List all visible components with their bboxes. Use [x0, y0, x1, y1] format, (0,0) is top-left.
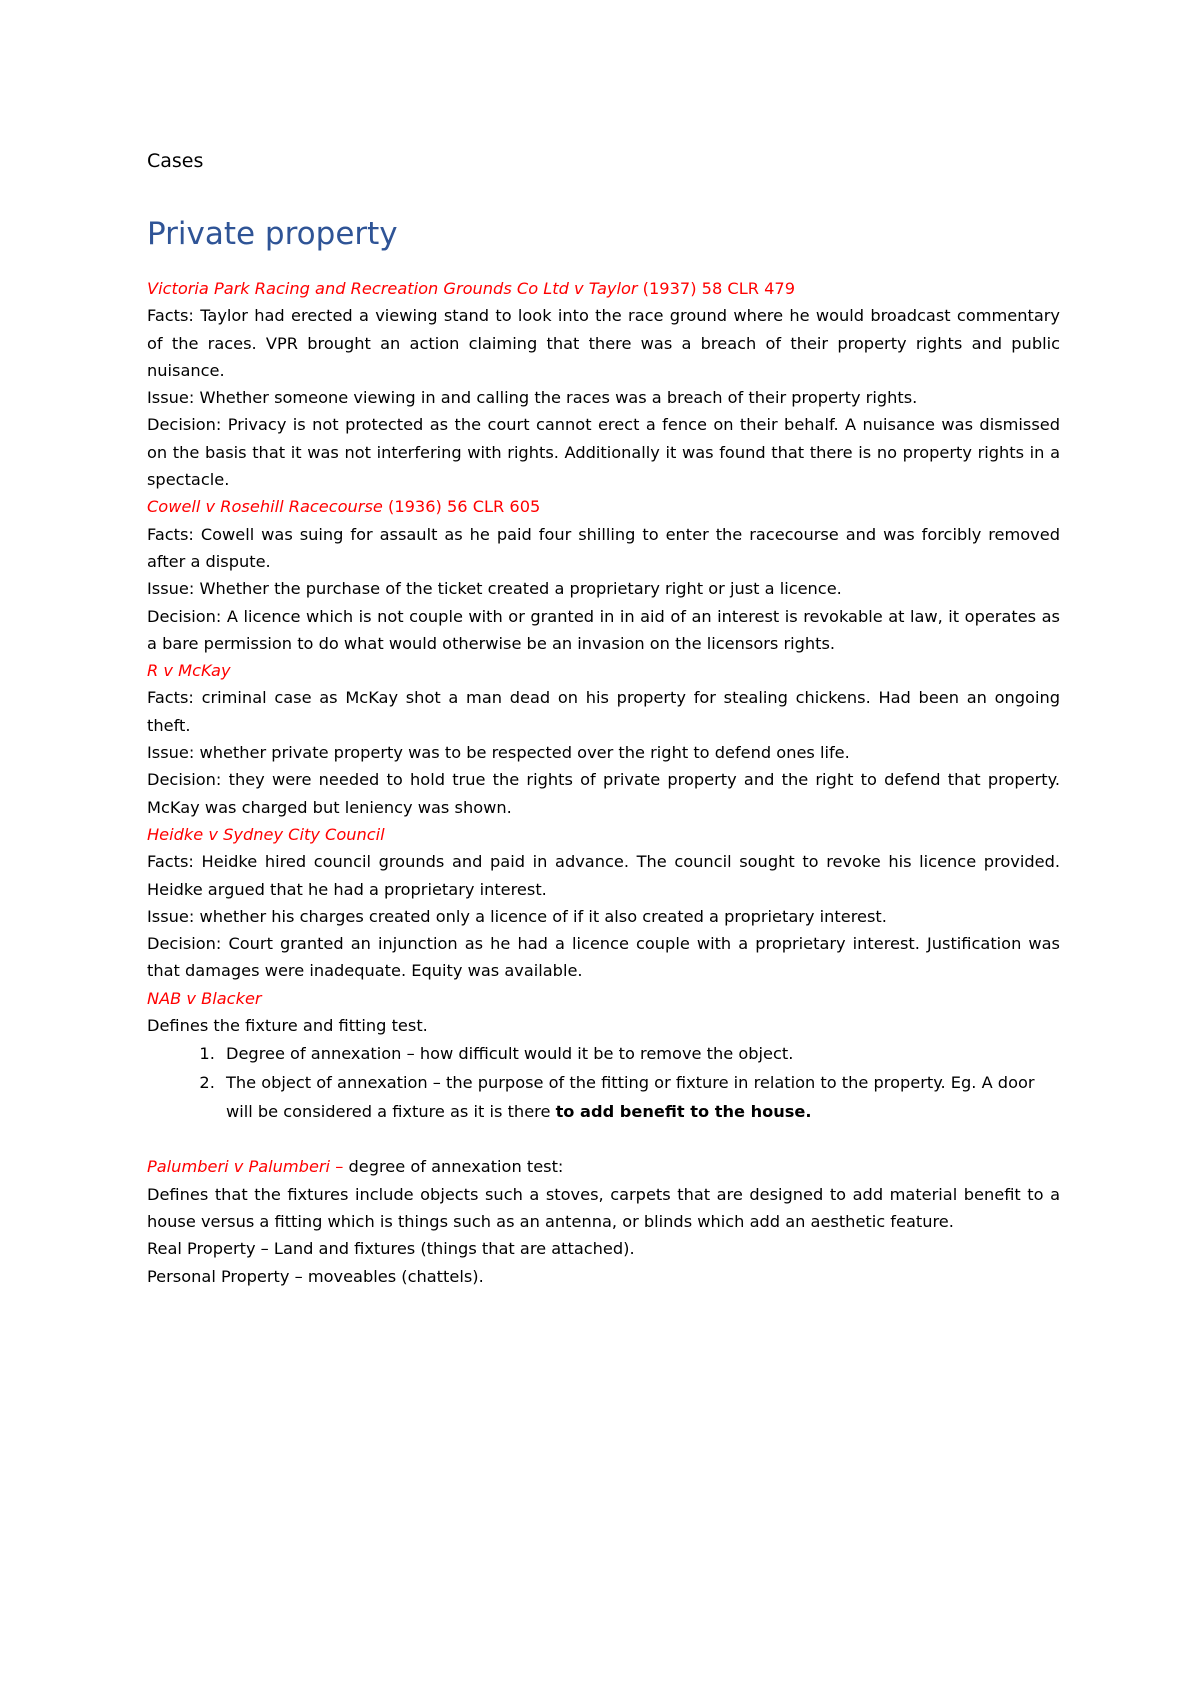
list-item	[220, 1068, 1060, 1126]
case-title: R v McKay	[147, 661, 231, 681]
issue-label: Issue:	[147, 906, 195, 926]
document-title: Cases	[147, 150, 204, 172]
case-heading	[147, 985, 1060, 1012]
section-heading: Private property	[147, 216, 398, 252]
decision-text: they were needed to hold true the rights of private property and the right to defend that property. McKay was charged but leniency was shown.	[147, 770, 1060, 817]
decision-label: Decision:	[147, 770, 222, 790]
real-property-definition: Real Property – Land and fixtures (things that are attached).	[147, 1239, 635, 1259]
list-item-text: The object of annexation – the purpose of the fitting or fixture in relation to the property. Eg. A door will be considered a fixture as it is there	[226, 1073, 1035, 1122]
issue-text: Whether someone viewing in and calling the races was a breach of their property rights.	[194, 388, 918, 408]
case-issue	[147, 384, 1060, 411]
list-item-text: Degree of annexation – how difficult would it be to remove the object.	[226, 1044, 794, 1064]
facts-label: Facts:	[147, 306, 194, 326]
nab-intro: Defines the fixture and fitting test.	[147, 1016, 428, 1036]
case-facts	[147, 848, 1060, 903]
case-citation: (1937) 58 CLR 479	[637, 279, 796, 298]
facts-text: Taylor had erected a viewing stand to look into the race ground where he would broadcast commentary of the races. VPR brought an action claiming that there was a breach of their property rights and public nuisance.	[147, 306, 1060, 380]
palumberi-description: Defines that the fixtures include objects such a stoves, carpets that are designed to add material benefit to a house versus a fitting which is things such as an antenna, or blinds which add an aesthetic feature.	[147, 1184, 1060, 1231]
facts-label: Facts:	[147, 688, 194, 708]
case-decision	[147, 930, 1060, 985]
case-decision	[147, 411, 1060, 493]
decision-text: Privacy is not protected as the court cannot erect a fence on their behalf. A nuisance was dismissed on the basis that it was not interfering with rights. Additionally it was found that there is no property rights in a spectacle.	[147, 415, 1060, 490]
case-facts	[147, 521, 1060, 576]
decision-text: Court granted an injunction as he had a licence couple with a proprietary interest. Justification was that damages were inadequate. Equity was available.	[147, 934, 1060, 981]
decision-text: A licence which is not couple with or granted in in aid of an interest is revokable at law, it operates as a bare permission to do what would otherwise be an invasion on the licensors rights.	[147, 606, 1060, 653]
case-issue	[147, 739, 1060, 766]
case-title: Palumberi v Palumberi	[147, 1157, 331, 1177]
decision-label: Decision:	[147, 934, 222, 954]
facts-text: criminal case as McKay shot a man dead on his property for stealing chickens. Had been an ongoing theft.	[147, 688, 1060, 735]
case-heading	[147, 275, 1060, 302]
issue-label: Issue:	[147, 388, 195, 408]
decision-label: Decision:	[147, 415, 222, 435]
issue-text: Whether the purchase of the ticket created a proprietary right or just a licence.	[194, 579, 842, 599]
document-content	[147, 147, 1060, 1290]
list-item-bold-text: to add benefit to the house.	[555, 1102, 812, 1122]
facts-text: Heidke hired council grounds and paid in advance. The council sought to revoke his licence provided. Heidke argued that he had a proprietary interest.	[147, 852, 1060, 899]
case-facts	[147, 684, 1060, 739]
case-heading	[147, 493, 1060, 520]
list-item	[220, 1039, 1060, 1068]
decision-label: Decision:	[147, 606, 222, 626]
case-title: Cowell v Rosehill Racecourse	[147, 497, 383, 517]
issue-text: whether private property was to be respected over the right to defend ones life.	[194, 743, 850, 763]
case-heading	[147, 1153, 1060, 1180]
case-issue	[147, 575, 1060, 602]
personal-property-definition: Personal Property – moveables (chattels).	[147, 1266, 484, 1286]
title-dash: –	[330, 1157, 344, 1177]
facts-text: Cowell was suing for assault as he paid four shilling to enter the racecourse and was forcibly removed after a dispute.	[147, 524, 1060, 571]
facts-label: Facts:	[147, 524, 194, 544]
case-title: Victoria Park Racing and Recreation Grounds Co Ltd v Taylor	[147, 279, 638, 298]
case-heading	[147, 657, 1060, 684]
title-suffix: degree of annexation test:	[343, 1157, 564, 1177]
case-facts	[147, 302, 1060, 384]
case-issue	[147, 903, 1060, 930]
case-decision	[147, 766, 1060, 821]
case-heading	[147, 821, 1060, 848]
issue-text: whether his charges created only a licence of if it also created a proprietary interest.	[194, 906, 887, 926]
case-citation: (1936) 56 CLR 605	[382, 497, 541, 517]
issue-label: Issue:	[147, 579, 195, 599]
issue-label: Issue:	[147, 743, 195, 763]
case-title: Heidke v Sydney City Council	[147, 824, 385, 844]
case-decision	[147, 603, 1060, 658]
blank-line	[147, 1126, 1060, 1153]
case-title: NAB v Blacker	[147, 988, 262, 1008]
annexation-test-list	[147, 1039, 1060, 1126]
facts-label: Facts:	[147, 852, 194, 872]
